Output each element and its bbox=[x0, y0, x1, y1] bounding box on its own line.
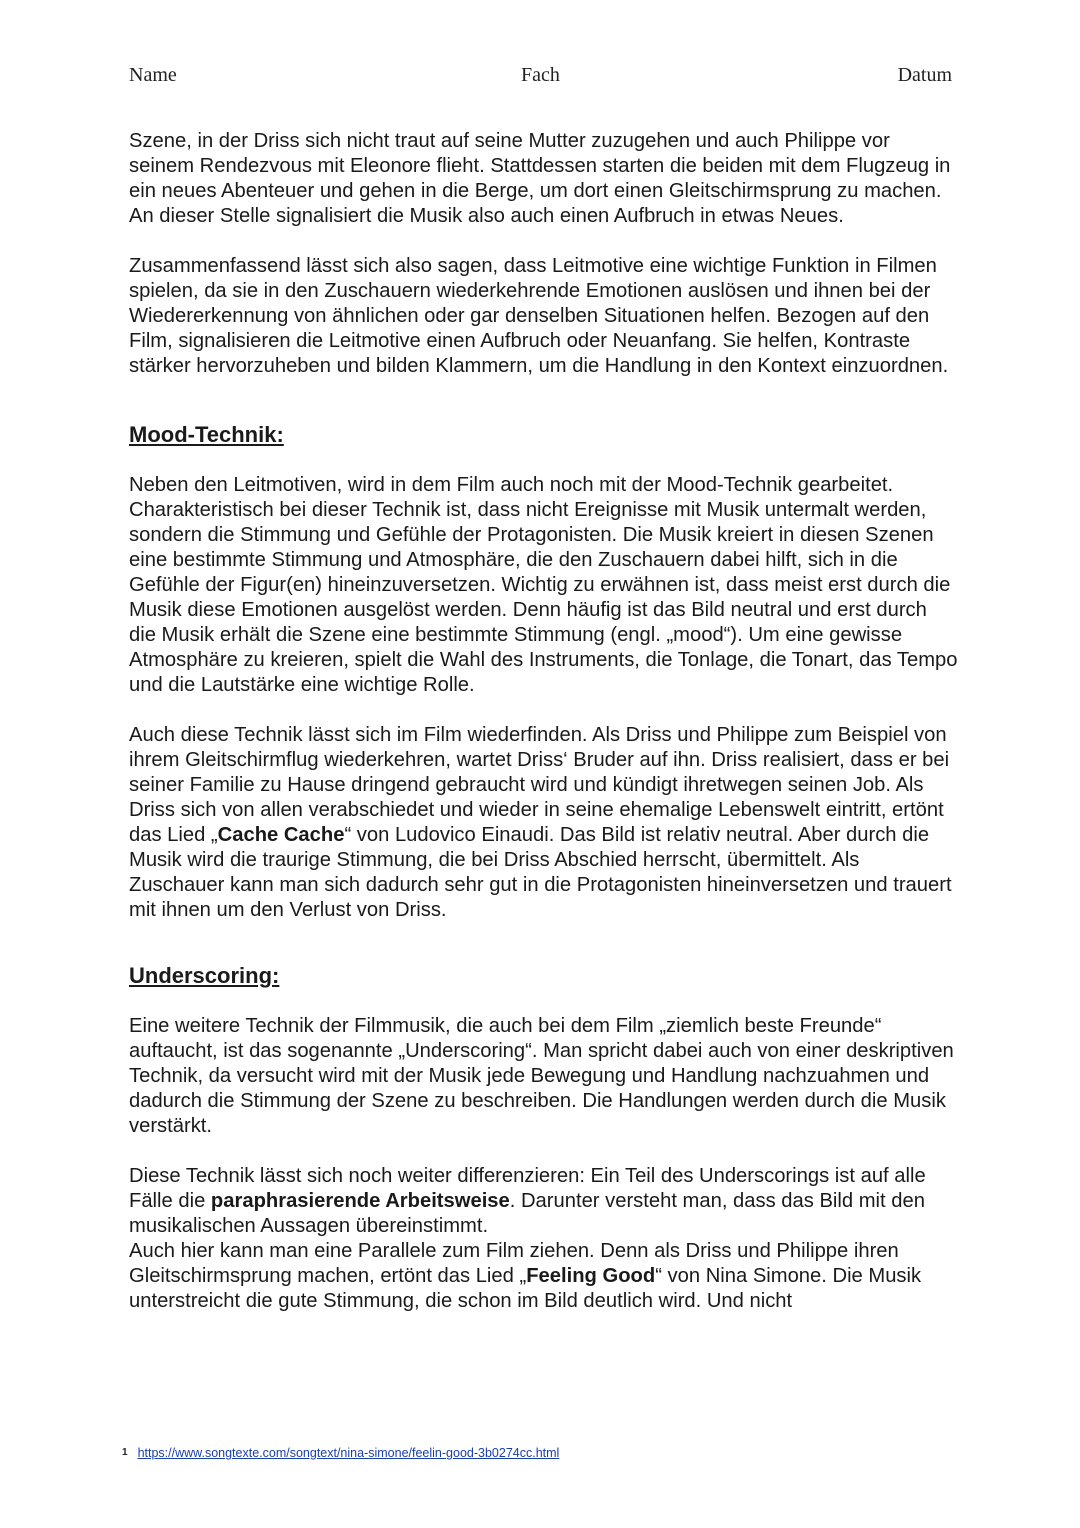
term-paraphrasierende-arbeitsweise: paraphrasierende Arbeitsweise bbox=[210, 1190, 510, 1212]
song-title-cache-cache: Cache Cache bbox=[217, 824, 345, 846]
heading-mood-technik: Mood-Technik: bbox=[129, 422, 284, 447]
paragraph-3: Neben den Leitmotiven, wird in dem Film auch noch mit der Mood-Technik gearbeitet. Charakteristisch bei dieser Technik ist, dass nicht Ereignisse mit Musik untermalt werden, sondern die Stimmung und Gefühle der Protagonisten. Die Musik kreiert in diesen Szenen eine bestimmte Stimmung und Atmosphäre, die den Zuschauern dabei hilft, sich in die Gefühle der Figur(en) hineinzuversetzen. Wichtig zu erwähnen ist, dass meist erst durch die Musik diese Emotionen ausgelöst werden. Denn häufig ist das Bild neutral und erst durch die Musik erhält die Szene eine bestimmte Stimmung (engl. „mood“). Um eine gewisse Atmosphäre zu kreieren, spielt die Wahl des Instruments, die Tonlage, die Tonart, das Tempo und die Lautstärke eine wichtige Rolle. bbox=[129, 474, 958, 696]
page-header bbox=[129, 64, 952, 92]
footnote bbox=[122, 1445, 822, 1461]
footnote-number: 1 bbox=[122, 1447, 128, 1458]
paragraph-5: Eine weitere Technik der Filmmusik, die auch bei dem Film „ziemlich beste Freunde“ auftaucht, ist das sogenannte „Underscoring“. Man spricht dabei auch von einer deskriptiven Technik, da versucht wird mit der Musik jede Bewegung und Handlung nachzuahmen und dadurch die Stimmung der Szene zu beschreiben. Die Handlungen werden durch die Musik verstärkt. bbox=[129, 1015, 954, 1137]
paragraph-2: Zusammenfassend lässt sich also sagen, dass Leitmotive eine wichtige Funktion in Filmen spielen, da sie in den Zuschauern wiederkehrende Emotionen auslösen und ihnen bei der Wiedererkennung von ähnlichen oder gar denselben Situationen helfen. Bezogen auf den Film, signalisieren die Leitmotive einen Aufbruch oder Neuanfang. Sie helfen, Kontraste stärker hervorzuheben und bilden Klammern, um die Handlung in den Kontext einzuordnen. bbox=[129, 255, 949, 377]
header-subject: Fach bbox=[521, 64, 560, 86]
paragraph-1: Szene, in der Driss sich nicht traut auf seine Mutter zuzugehen und auch Philippe vor seinem Rendezvous mit Eleonore flieht. Stattdessen starten die beiden mit dem Flugzeug in ein neues Abenteuer und gehen in die Berge, um dort einen Gleitschirmsprung zu machen. An dieser Stelle signalisiert die Musik also auch einen Aufbruch in etwas Neues. bbox=[129, 130, 951, 227]
song-title-feeling-good: Feeling Good bbox=[526, 1265, 656, 1287]
heading-underscoring: Underscoring: bbox=[129, 963, 280, 988]
paragraph-7: Auch hier kann man eine Parallele zum Film ziehen. Denn als Driss und Philippe ihren Gleitschirmsprung machen, ertönt das Lied „Feeling Good“ von Nina Simone. Die Musik unterstreicht die gute Stimmung, die schon im Bild deutlich wird. Und nicht bbox=[129, 1240, 922, 1312]
document-body bbox=[129, 129, 959, 1314]
footnote-link[interactable]: https://www.songtexte.com/songtext/nina-simone/feelin-good-3b0274cc.html bbox=[137, 1446, 560, 1460]
paragraph-4: Auch diese Technik lässt sich im Film wiederfinden. Als Driss und Philippe zum Beispiel von ihrem Gleitschirmflug wiederkehren, wartet Driss‘ Bruder auf ihn. Driss realisiert, dass er bei seiner Familie zu Hause dringend gebraucht wird und kündigt ihretwegen seinen Job. Als Driss sich von allen verabschiedet und wieder in seine ehemalige Lebenswelt eintritt, ertönt das Lied „Cache Cache“ von Ludovico Einaudi. Das Bild ist relativ neutral. Aber durch die Musik wird die traurige Stimmung, die bei Driss Abschied herrscht, übermittelt. Als Zuschauer kann man sich dadurch sehr gut in die Protagonisten hineinversetzen und trauert mit ihnen um den Verlust von Driss. bbox=[129, 724, 952, 921]
header-date: Datum bbox=[897, 64, 952, 86]
header-name: Name bbox=[129, 64, 177, 86]
paragraph-6: Diese Technik lässt sich noch weiter differenzieren: Ein Teil des Underscorings ist auf alle Fälle die paraphrasierende Arbeitsweise. Darunter versteht man, dass das Bild mit den musikalischen Aussagen übereinstimmt. bbox=[129, 1165, 926, 1237]
